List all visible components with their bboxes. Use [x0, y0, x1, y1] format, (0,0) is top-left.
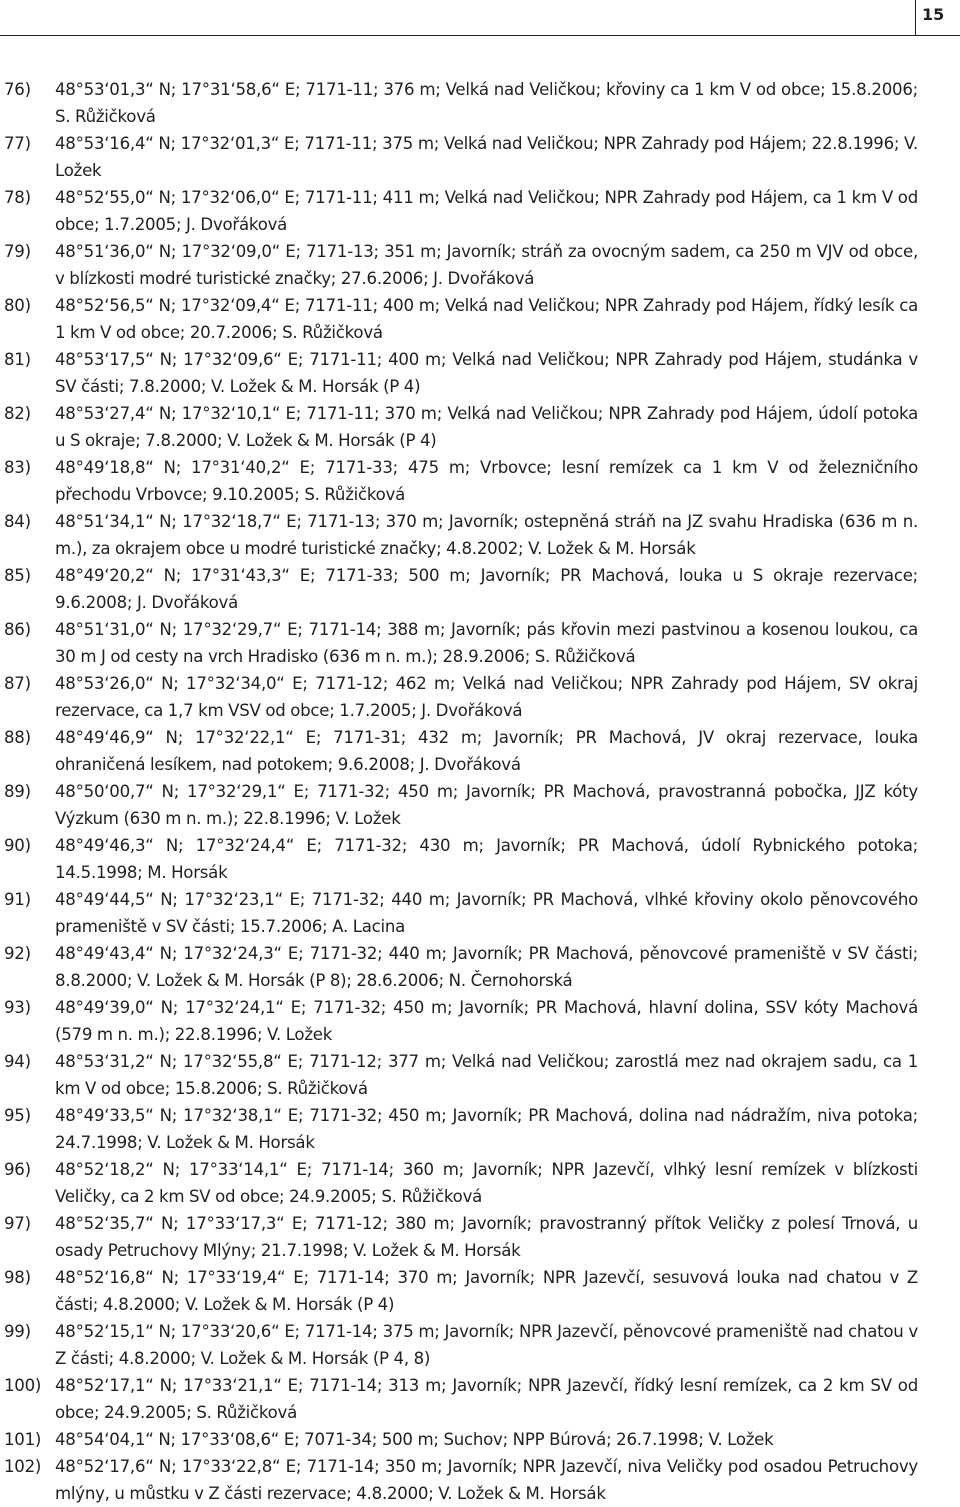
locality-record — [0, 130, 918, 184]
record-number: 87) — [4, 674, 31, 693]
record-text: 48°52‘18,2“ N; 17°33‘14,1“ E; 7171-14; 360 m; Javorník; NPR Jazevčí, vlhký lesní remízek v blízkosti Veličky, ca 2 km SV od obce; 24.9.2005; S. Růžičková — [55, 1160, 918, 1206]
record-text: 48°53‘01,3“ N; 17°31‘58,6“ E; 7171-11; 376 m; Velká nad Veličkou; křoviny ca 1 km V od obce; 15.8.2006; S. Růžičková — [55, 80, 918, 126]
record-number: 91) — [4, 890, 31, 909]
record-text: 48°49‘44,5“ N; 17°32‘23,1“ E; 7171-32; 440 m; Javorník; PR Machová, vlhké křoviny okolo pěnovcového prameniště v SV části; 15.7.2006; A. Lacina — [55, 890, 918, 936]
locality-record — [0, 76, 918, 130]
locality-record — [0, 1156, 918, 1210]
record-text: 48°51‘36,0“ N; 17°32‘09,0“ E; 7171-13; 351 m; Javorník; stráň za ovocným sadem, ca 250 m VJV od obce, v blízkosti modré turistické značky; 27.6.2006; J. Dvořáková — [55, 242, 918, 288]
locality-record — [0, 994, 918, 1048]
locality-record — [0, 400, 918, 454]
record-number: 90) — [4, 836, 31, 855]
record-number: 79) — [4, 242, 31, 261]
locality-record — [0, 1264, 918, 1318]
record-text: 48°52‘17,6“ N; 17°33‘22,8“ E; 7171-14; 350 m; Javorník; NPR Jazevčí, niva Veličky pod osadou Petruchovy mlýny, u můstku v Z části rezervace; 4.8.2000; V. Ložek & M. Horsák — [55, 1457, 918, 1503]
locality-record — [0, 940, 918, 994]
record-text: 48°53‘26,0“ N; 17°32‘34,0“ E; 7171-12; 462 m; Velká nad Veličkou; NPR Zahrady pod Hájem, SV okraj rezervace, ca 1,7 km VSV od obce; 1.7.2005; J. Dvořáková — [55, 674, 918, 720]
record-number: 97) — [4, 1214, 31, 1233]
record-number: 80) — [4, 296, 31, 315]
locality-records-list — [0, 76, 960, 1507]
locality-record — [0, 238, 918, 292]
record-text: 48°52‘17,1“ N; 17°33‘21,1“ E; 7171-14; 313 m; Javorník; NPR Jazevčí, řídký lesní remízek, ca 2 km SV od obce; 24.9.2005; S. Růžičková — [55, 1376, 918, 1422]
record-number: 83) — [4, 458, 31, 477]
locality-record — [0, 1372, 918, 1426]
record-text: 48°52‘55,0“ N; 17°32‘06,0“ E; 7171-11; 411 m; Velká nad Veličkou; NPR Zahrady pod Hájem, ca 1 km V od obce; 1.7.2005; J. Dvořáková — [55, 188, 918, 234]
record-number: 81) — [4, 350, 31, 369]
record-text: 48°50‘00,7“ N; 17°32‘29,1“ E; 7171-32; 450 m; Javorník; PR Machová, pravostranná pobočka, JJZ kóty Výzkum (630 m n. m.); 22.8.1996; V. Ložek — [55, 782, 918, 828]
record-number: 101) — [4, 1430, 42, 1449]
record-text: 48°52‘56,5“ N; 17°32‘09,4“ E; 7171-11; 400 m; Velká nad Veličkou; NPR Zahrady pod Hájem, řídký lesík ca 1 km V od obce; 20.7.2006; S. Růžičková — [55, 296, 918, 342]
record-number: 89) — [4, 782, 31, 801]
locality-record — [0, 1453, 918, 1507]
header-separator — [915, 0, 916, 35]
record-text: 48°52‘15,1“ N; 17°33‘20,6“ E; 7171-14; 375 m; Javorník; NPR Jazevčí, pěnovcové prameniště nad chatou v Z části; 4.8.2000; V. Ložek & M. Horsák (P 4, 8) — [55, 1322, 918, 1368]
locality-record — [0, 184, 918, 238]
record-number: 93) — [4, 998, 31, 1017]
locality-record — [0, 1426, 918, 1453]
locality-record — [0, 778, 918, 832]
record-text: 48°54‘04,1“ N; 17°33‘08,6“ E; 7071-34; 500 m; Suchov; NPP Búrová; 26.7.1998; V. Ložek — [55, 1430, 774, 1449]
record-number: 85) — [4, 566, 31, 585]
record-text: 48°52‘16,8“ N; 17°33‘19,4“ E; 7171-14; 370 m; Javorník; NPR Jazevčí, sesuvová louka nad chatou v Z části; 4.8.2000; V. Ložek & M. Horsák (P 4) — [55, 1268, 918, 1314]
record-text: 48°49‘46,9“ N; 17°32‘22,1“ E; 7171-31; 432 m; Javorník; PR Machová, JV okraj rezervace, louka ohraničená lesíkem, nad potokem; 9.6.2008; J. Dvořáková — [55, 728, 918, 774]
record-text: 48°53‘31,2“ N; 17°32‘55,8“ E; 7171-12; 377 m; Velká nad Veličkou; zarostlá mez nad okrajem sadu, ca 1 km V od obce; 15.8.2006; S. Růžičková — [55, 1052, 918, 1098]
record-text: 48°49‘46,3“ N; 17°32‘24,4“ E; 7171-32; 430 m; Javorník; PR Machová, údolí Rybnického potoka; 14.5.1998; M. Horsák — [55, 836, 918, 882]
locality-record — [0, 1210, 918, 1264]
locality-record — [0, 346, 918, 400]
record-number: 82) — [4, 404, 31, 423]
record-number: 96) — [4, 1160, 31, 1179]
record-number: 102) — [4, 1457, 42, 1476]
record-text: 48°53‘17,5“ N; 17°32‘09,6“ E; 7171-11; 400 m; Velká nad Veličkou; NPR Zahrady pod Hájem, studánka v SV části; 7.8.2000; V. Ložek & M. Horsák (P 4) — [55, 350, 918, 396]
record-number: 84) — [4, 512, 31, 531]
locality-record — [0, 508, 918, 562]
locality-record — [0, 562, 918, 616]
record-number: 76) — [4, 80, 31, 99]
record-number: 98) — [4, 1268, 31, 1287]
locality-record — [0, 454, 918, 508]
record-number: 95) — [4, 1106, 31, 1125]
record-text: 48°51‘31,0“ N; 17°32‘29,7“ E; 7171-14; 388 m; Javorník; pás křovin mezi pastvinou a kosenou loukou, ca 30 m J od cesty na vrch Hradisko (636 m n. m.); 28.9.2006; S. Růžičková — [55, 620, 918, 666]
record-text: 48°49‘18,8“ N; 17°31‘40,2“ E; 7171-33; 475 m; Vrbovce; lesní remízek ca 1 km V od železničního přechodu Vrbovce; 9.10.2005; S. Růžičková — [55, 458, 918, 504]
locality-record — [0, 1048, 918, 1102]
record-text: 48°52‘35,7“ N; 17°33‘17,3“ E; 7171-12; 380 m; Javorník; pravostranný přítok Veličky z polesí Trnová, u osady Petruchovy Mlýny; 21.7.1998; V. Ložek & M. Horsák — [55, 1214, 918, 1260]
record-number: 88) — [4, 728, 31, 747]
locality-record — [0, 670, 918, 724]
locality-record — [0, 886, 918, 940]
record-text: 48°49‘20,2“ N; 17°31‘43,3“ E; 7171-33; 500 m; Javorník; PR Machová, louka u S okraje rezervace; 9.6.2008; J. Dvořáková — [55, 566, 918, 612]
record-number: 86) — [4, 620, 31, 639]
record-number: 92) — [4, 944, 31, 963]
record-text: 48°51‘34,1“ N; 17°32‘18,7“ E; 7171-13; 370 m; Javorník; ostepněná stráň na JZ svahu Hradiska (636 m n. m.), za okrajem obce u modré turistické značky; 4.8.2002; V. Ložek & M. Horsák — [55, 512, 918, 558]
locality-record — [0, 292, 918, 346]
record-text: 48°49‘43,4“ N; 17°32‘24,3“ E; 7171-32; 440 m; Javorník; PR Machová, pěnovcové prameniště v SV části; 8.8.2000; V. Ložek & M. Horsák (P 8); 28.6.2006; N. Černohorská — [55, 944, 918, 990]
record-text: 48°49‘39,0“ N; 17°32‘24,1“ E; 7171-32; 450 m; Javorník; PR Machová, hlavní dolina, SSV kóty Machová (579 m n. m.); 22.8.1996; V. Ložek — [55, 998, 918, 1044]
record-number: 94) — [4, 1052, 31, 1071]
page-header — [0, 0, 960, 36]
record-number: 78) — [4, 188, 31, 207]
locality-record — [0, 1102, 918, 1156]
record-text: 48°53‘27,4“ N; 17°32‘10,1“ E; 7171-11; 370 m; Velká nad Veličkou; NPR Zahrady pod Hájem, údolí potoka u S okraje; 7.8.2000; V. Ložek & M. Horsák (P 4) — [55, 404, 918, 450]
locality-record — [0, 724, 918, 778]
locality-record — [0, 832, 918, 886]
page-number: 15 — [922, 5, 945, 24]
record-number: 99) — [4, 1322, 31, 1341]
record-text: 48°53‘16,4“ N; 17°32‘01,3“ E; 7171-11; 375 m; Velká nad Veličkou; NPR Zahrady pod Hájem; 22.8.1996; V. Ložek — [55, 134, 918, 180]
locality-record — [0, 1318, 918, 1372]
record-number: 100) — [4, 1376, 42, 1395]
locality-record — [0, 616, 918, 670]
record-number: 77) — [4, 134, 31, 153]
record-text: 48°49‘33,5“ N; 17°32‘38,1“ E; 7171-32; 450 m; Javorník; PR Machová, dolina nad nádražím, niva potoka; 24.7.1998; V. Ložek & M. Horsák — [55, 1106, 918, 1152]
header-rule — [0, 35, 960, 36]
